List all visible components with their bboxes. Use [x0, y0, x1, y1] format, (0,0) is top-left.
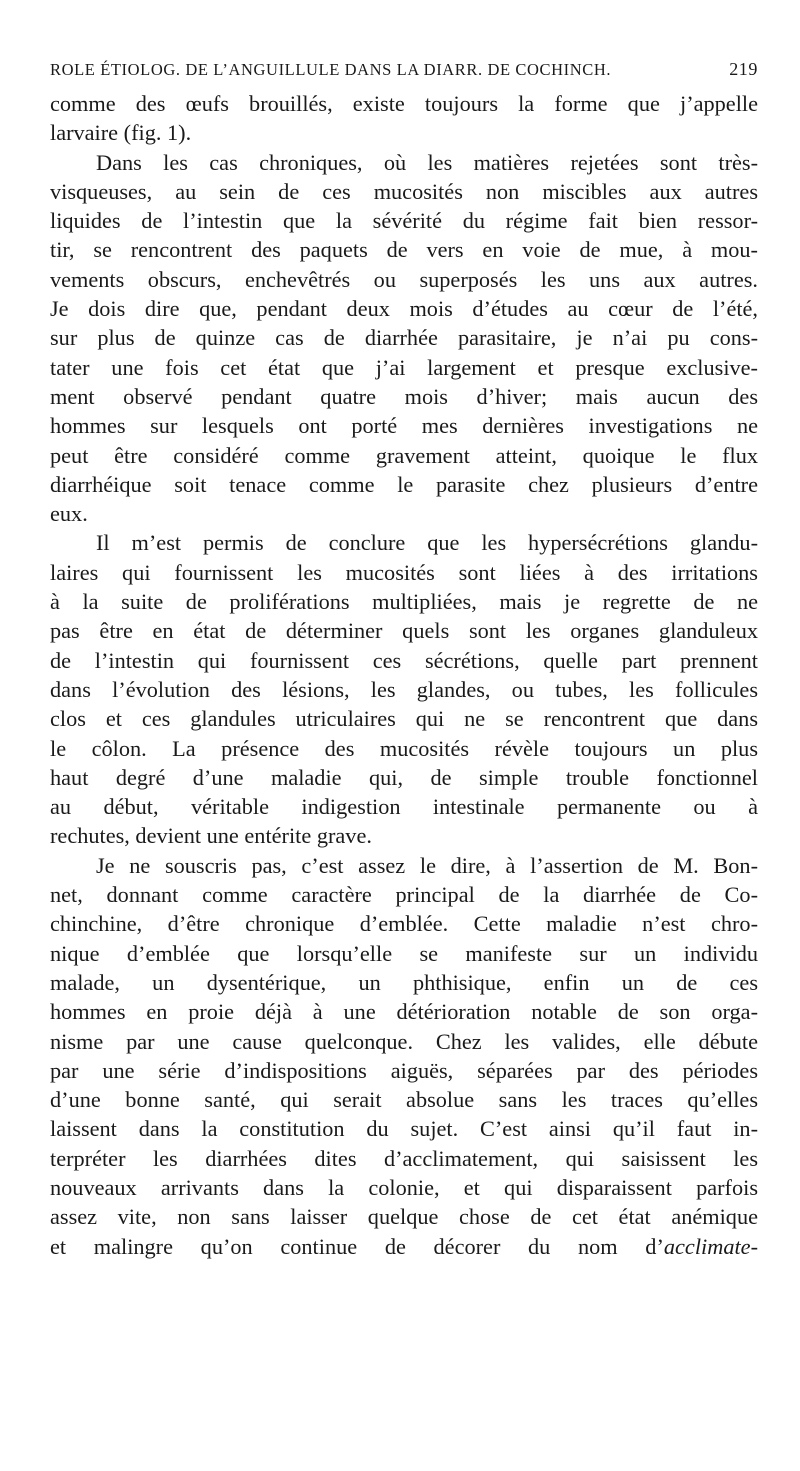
text-line: de l’intestin qui fournissent ces sécrétions, quelle part prennent [50, 647, 758, 673]
last-line-italic: acclimate- [663, 1233, 758, 1259]
text-line: le côlon. La présence des mucosités révèle toujours un plus [50, 735, 758, 761]
text-line: liquides de l’intestin que la sévérité du régime fait bien ressor- [50, 208, 758, 234]
text-line: nouveaux arrivants dans la colonie, et qui disparaissent parfois [50, 1174, 758, 1200]
text-line: nisme par une cause quelconque. Chez les valides, elle débute [50, 1028, 758, 1054]
text-line: par une série d’indispositions aiguës, séparées par des périodes [50, 1057, 758, 1083]
text-line: assez vite, non sans laisser quelque chose de cet état anémique [50, 1204, 758, 1230]
text-line: hommes sur lesquels ont porté mes dernières investigations ne [50, 413, 758, 439]
text-line: dans l’évolution des lésions, les glandes, ou tubes, les follicules [50, 676, 758, 702]
text-line: nique d’emblée que lorsqu’elle se manifeste sur un individu [50, 940, 758, 966]
text-line: Je ne souscris pas, c’est assez le dire, à l’assertion de M. Bon- [96, 852, 758, 878]
text-line: visqueuses, au sein de ces mucosités non miscibles aux autres [50, 178, 758, 204]
text-line: peut être considéré comme gravement atteint, quoique le flux [50, 442, 758, 468]
text-line: laires qui fournissent les mucosités sont liées à des irritations [50, 559, 758, 585]
book-page [50, 58, 758, 1261]
text-line: Je dois dire que, pendant deux mois d’études au cœur de l’été, [50, 296, 758, 322]
text-line: eux. [50, 501, 88, 527]
text-line: comme des œufs brouillés, existe toujours la forme que j’appelle [50, 91, 758, 116]
body-text [50, 89, 758, 1261]
text-line: rechutes, devient une entérite grave. [50, 823, 372, 849]
text-line: haut degré d’une maladie qui, de simple trouble fonctionnel [50, 764, 758, 790]
text-line: Il m’est permis de conclure que les hypersécrétions glandu- [96, 530, 758, 556]
text-line: hommes en proie déjà à une détérioration notable de son orga- [50, 999, 758, 1025]
text-line: au début, véritable indigestion intestinale permanente ou à [50, 794, 758, 820]
running-title: ROLE ÉTIOLOG. DE L’ANGUILLULE DANS LA DIARR. DE COCHINCH. [50, 60, 612, 79]
page-number: 219 [729, 59, 758, 79]
text-line: tater une fois cet état que j’ai largement et presque exclusive- [50, 354, 758, 380]
text-line: laissent dans la constitution du sujet. C’est ainsi qu’il faut in- [50, 1116, 758, 1142]
text-line: Dans les cas chroniques, où les matières rejetées sont très- [96, 149, 758, 175]
text-line: d’une bonne santé, qui serait absolue sans les traces qu’elles [50, 1087, 758, 1113]
text-line: larvaire (fig. 1). [50, 120, 192, 146]
text-line: pas être en état de déterminer quels sont les organes glanduleux [50, 618, 758, 644]
text-line: sur plus de quinze cas de diarrhée parasitaire, je n’ai pu cons- [50, 325, 758, 351]
last-line-text: et malingre qu’on continue de décorer du nom d’ [50, 1233, 664, 1259]
text-line: terpréter les diarrhées dites d’acclimatement, qui saisissent les [50, 1145, 758, 1171]
text-line: ment observé pendant quatre mois d’hiver; mais aucun des [50, 383, 758, 409]
text-line: diarrhéique soit tenace comme le parasite chez plusieurs d’entre [50, 471, 758, 497]
text-line: tir, se rencontrent des paquets de vers en voie de mue, à mou- [50, 237, 758, 263]
text-line: vements obscurs, enchevêtrés ou superposés les uns aux autres. [50, 266, 758, 292]
running-head [50, 58, 758, 81]
text-line: clos et ces glandules utriculaires qui ne se rencontrent que dans [50, 706, 758, 732]
text-line: chinchine, d’être chronique d’emblée. Cette maladie n’est chro- [50, 911, 758, 937]
text-line [50, 1232, 758, 1261]
text-line: malade, un dysentérique, un phthisique, enfin un de ces [50, 969, 758, 995]
text-line: net, donnant comme caractère principal de la diarrhée de Co- [50, 882, 758, 908]
text-line: à la suite de proliférations multipliées, mais je regrette de ne [50, 589, 758, 615]
